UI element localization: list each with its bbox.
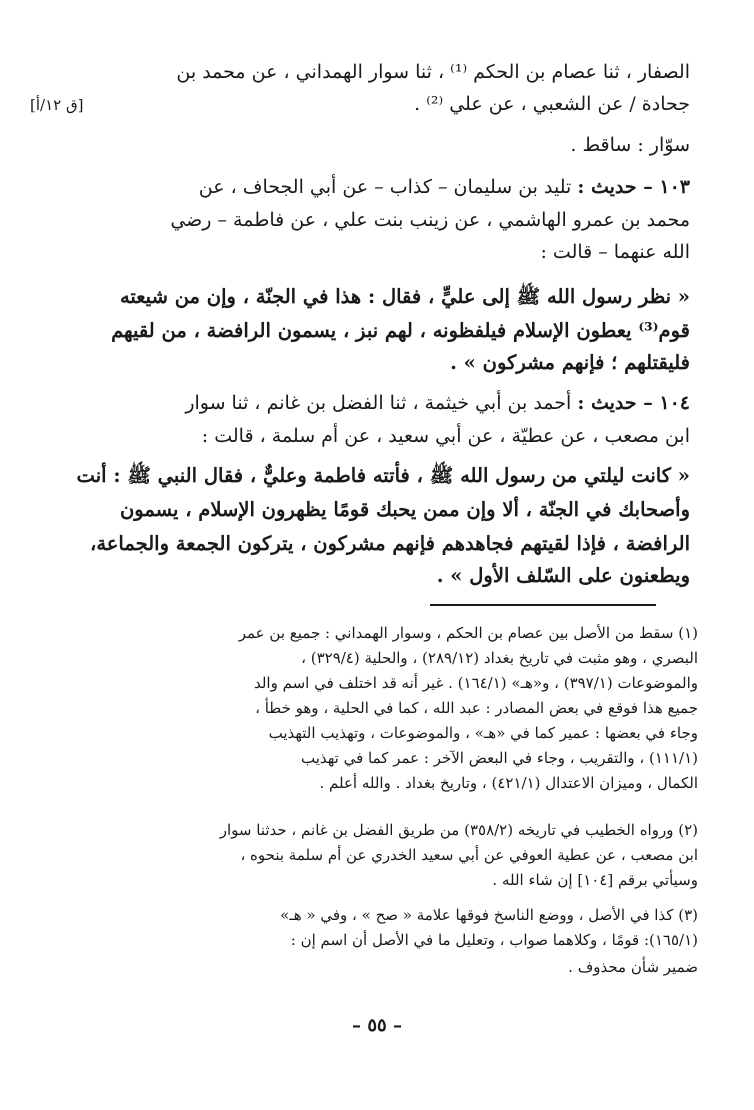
hadith-103-line: [70, 172, 690, 202]
footnote-line: (١) سقط من الأصل بين عصام بن الحكم ، وسوار الهمداني : جميع بن عمر: [238, 624, 698, 642]
body-line-2: جحادة / عن الشعبي ، عن علي ⁽²⁾ .: [414, 93, 690, 115]
footnote-line: وجاء في بعضها : عمير كما في «هـ» ، والموضوعات ، وتهذيب التهذيب: [268, 724, 698, 742]
footnote-line: البصري ، وهو مثبت في تاريخ بغداد (٢٨٩/١٢) ، والحلية (٣٢٩/٤) ،: [301, 649, 698, 667]
hadith-104-label: ١٠٤ – حديث :: [577, 392, 690, 414]
body-line-3: سوّار : ساقط .: [570, 134, 690, 156]
hadith-103-matn-3: فليقتلهم ؛ فإنهم مشركون » .: [450, 351, 690, 374]
hadith-104-text: أحمد بن أبي خيثمة ، ثنا الفضل بن غانم ، ثنا سوار: [185, 392, 572, 414]
footnote-line: ابن مصعب ، عن عطية العوفي عن أبي سعيد الخدري عن أم سلمة بنحوه ،: [240, 846, 698, 864]
body-line-11: ابن مصعب ، عن عطيّة ، عن أبي سعيد ، عن أم سلمة ، قالت :: [201, 425, 690, 447]
page-number: – ٥٥ –: [352, 1015, 402, 1036]
hadith-104-matn-1: « كانت ليلتي من رسول الله ﷺ ، فأتته فاطمة وعليٌّ ، فقال النبي ﷺ : أنت: [76, 464, 690, 487]
hadith-103-text: تليد بن سليمان – كذاب – عن أبي الجحاف ، عن: [198, 176, 572, 198]
footnote-line: (٢) ورواه الخطيب في تاريخه (٣٥٨/٢) من طريق الفضل بن غانم ، حدثنا سوار: [219, 821, 698, 839]
body-line-5: محمد بن عمرو الهاشمي ، عن زينب بنت علي ، عن فاطمة – رضي: [170, 209, 690, 231]
hadith-104-matn-3: الرافضة ، فإذا لقيتهم فجاهدهم فإنهم مشركون ، يتركون الجمعة والجماعة،: [90, 532, 690, 555]
footnote-line: (٣) كذا في الأصل ، ووضع الناسخ فوقها علامة « صح » ، وفي « هـ»: [280, 906, 698, 924]
footnote-line: (١٦٥/١): قومًا ، وكلاهما صواب ، وتعليل ما في الأصل أن اسم إن :: [290, 931, 698, 949]
footnote-line: الكمال ، وميزان الاعتدال (٤٢١/١) ، وتاريخ بغداد . والله أعلم .: [319, 774, 698, 792]
manuscript-folio-note: [ق ١٢/أ]: [30, 96, 84, 114]
hadith-104-matn-2: وأصحابك في الجنّة ، ألا وإن ممن يحبك قومًا يظهرون الإسلام ، يسمون: [119, 498, 690, 521]
footnote-line: جميع هذا فوقع في بعض المصادر : عبد الله ، كما في الحلية ، وهو خطأ ،: [255, 699, 698, 717]
hadith-103-label: ١٠٣ – حديث :: [577, 176, 690, 198]
footnote-divider: [430, 604, 656, 606]
hadith-104-matn-4: ويطعنون على السّلف الأول » .: [436, 564, 690, 587]
hadith-103-matn-2: قوم⁽³⁾ يعطون الإسلام فيلفظونه ، لهم نبز ، يسمون الرافضة ، من لقيهم: [111, 319, 690, 342]
body-line-6: الله عنهما – قالت :: [540, 241, 690, 263]
hadith-104-line: [70, 388, 690, 418]
body-line-1: الصفار ، ثنا عصام بن الحكم ⁽¹⁾ ، ثنا سوار الهمداني ، عن محمد بن: [176, 61, 690, 83]
footnote-line: والموضوعات (٣٩٧/١) ، و«هـ» (١٦٤/١) . غير أنه قد اختلف في اسم والد: [253, 674, 698, 692]
hadith-103-matn-1: « نظر رسول الله ﷺ إلى عليٍّ ، فقال : هذا في الجنّة ، وإن من شيعته: [119, 285, 690, 308]
footnote-line: وسيأتي برقم [١٠٤] إن شاء الله .: [492, 871, 698, 889]
footnote-line: ضمير شأن محذوف .: [568, 958, 698, 976]
footnote-line: (١١١/١) ، والتقريب ، وجاء في البعض الآخر : عمر كما في تهذيب: [300, 749, 698, 767]
